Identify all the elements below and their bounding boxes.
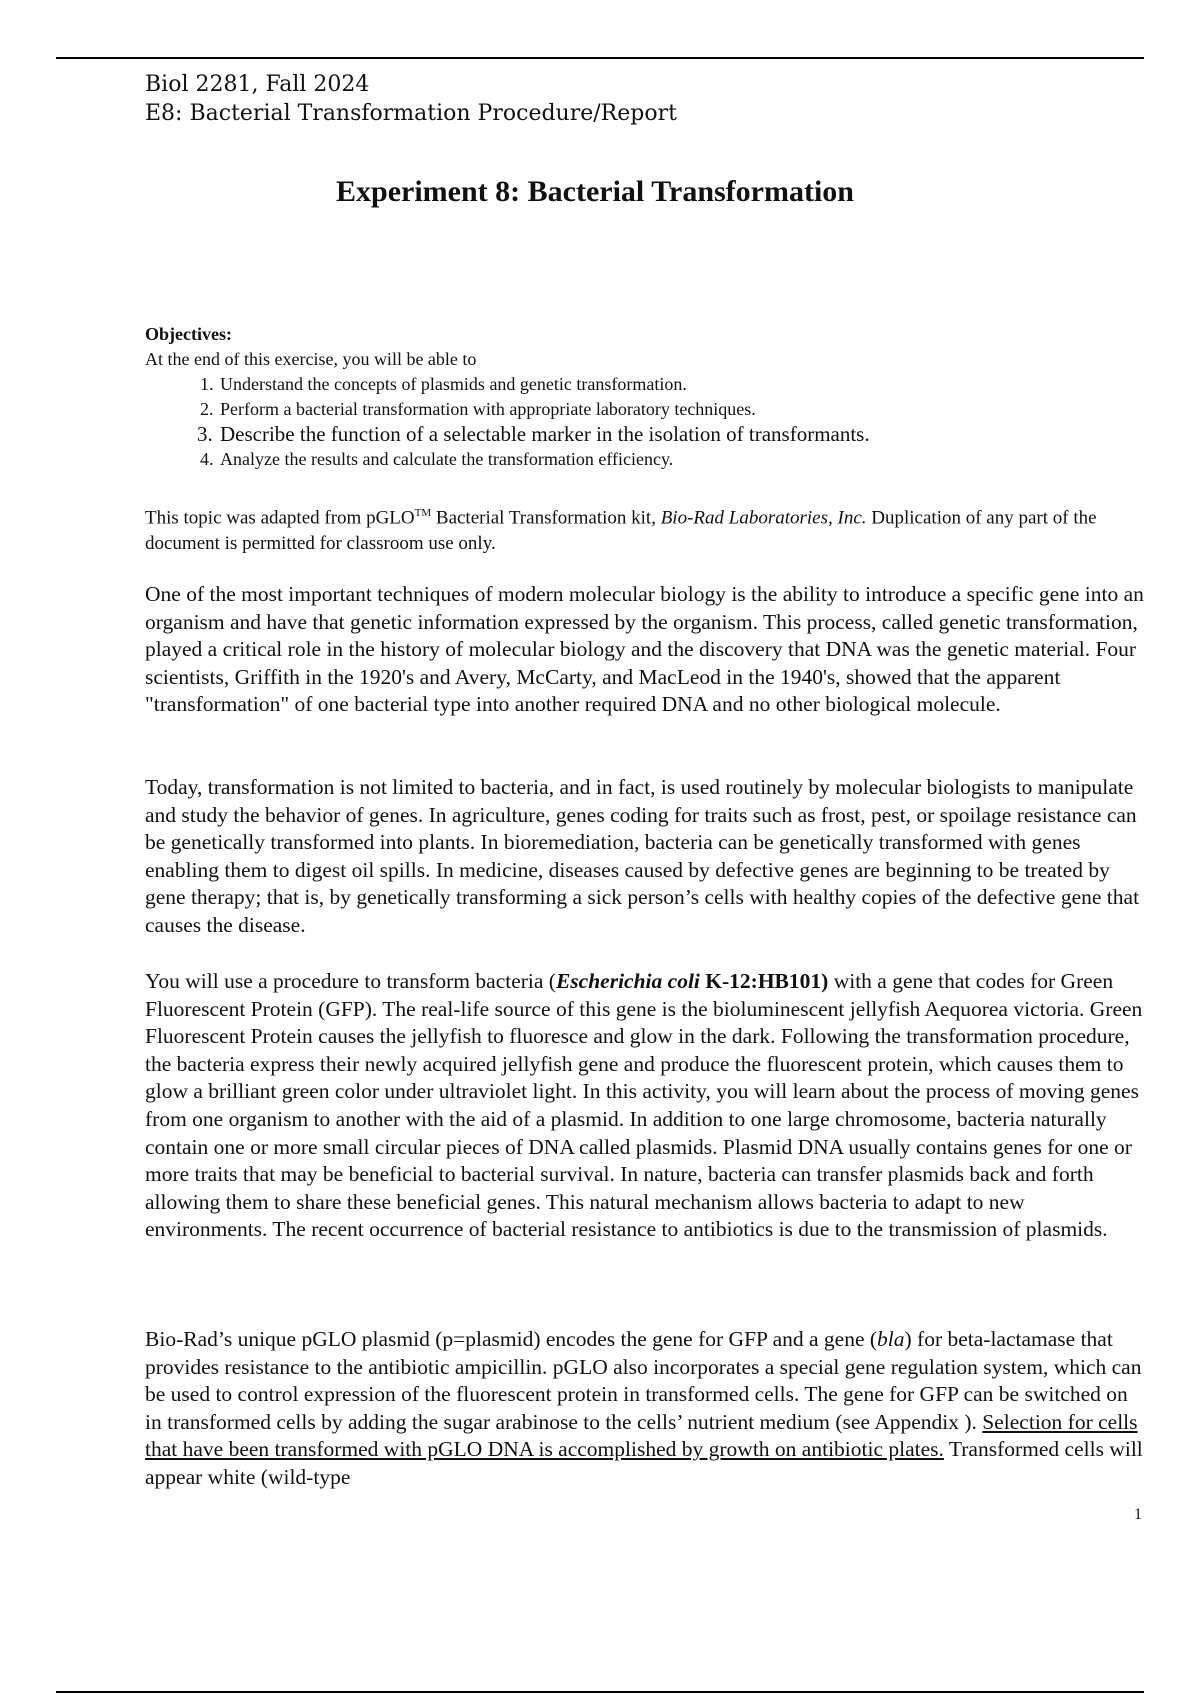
- objectives-label: Objectives:: [145, 324, 232, 344]
- company-name: Bio-Rad Laboratories, Inc.: [660, 507, 867, 529]
- paragraph-text: You will use a procedure to transform bacteria (: [145, 969, 556, 993]
- document-subtitle: E8: Bacterial Transformation Procedure/Report: [145, 101, 677, 126]
- strain-name: K-12:HB101): [699, 969, 829, 993]
- paragraph-text: Bio-Rad’s unique pGLO plasmid (p=plasmid) encodes the gene for GFP and a gene (: [145, 1327, 878, 1351]
- source-note-text: Duplication of any part of the document is permitted for classroom use only.: [145, 507, 1097, 555]
- paragraph-text: ) for beta-lactamase that provides resistance to the antibiotic ampicillin. pGLO also incorporates a special gene regulation system, which can be used to control expression of the fluorescent protein in transformed cells. The gene for GFP can be switched on in transformed cells by adding the sugar arabinose to the cells’ nutrient medium (see Appendix ).: [145, 1327, 1142, 1434]
- trademark-mark: TM: [414, 507, 432, 519]
- objective-item: 3. Describe the function of a selectable marker in the isolation of transformants.: [218, 422, 1143, 447]
- paragraph-pglo: [145, 1326, 1145, 1492]
- paragraph-text: Transformed cells will appear white (wild-type: [145, 1437, 1143, 1489]
- bottom-rule: [56, 1691, 1144, 1693]
- paragraph-text: with a gene that codes for Green Fluorescent Protein (GFP). The real-life source of this gene is the bioluminescent jellyfish Aequorea victoria. Green Fluorescent Protein causes the jellyfish to fluoresce and glow in the dark. Following the transformation procedure, the bacteria express their newly acquired jellyfish gene and produce the fluorescent protein, which causes them to glow a brilliant green color under ultraviolet light. In this activity, you will learn about the process of moving genes from one organism to another with the aid of a plasmid. In addition to one large chromosome, bacteria naturally contain one or more small circular pieces of DNA called plasmids. Plasmid DNA usually contains genes for one or more traits that may be beneficial to bacterial survival. In nature, bacteria can transfer plasmids back and forth allowing them to share these beneficial genes. This natural mechanism allows bacteria to adapt to new environments. The recent occurrence of bacterial resistance to antibiotics is due to the transmission of plasmids.: [145, 969, 1143, 1242]
- course-header: Biol 2281, Fall 2024: [145, 72, 370, 97]
- page-number: 1: [1134, 1506, 1142, 1523]
- objectives-intro: At the end of this exercise, you will be able to: [145, 349, 477, 369]
- paragraph-intro: One of the most important techniques of modern molecular biology is the ability to introduce a specific gene into an organism and have that genetic information expressed by the organism. This process, called genetic transformation, played a critical role in the history of molecular biology and the discovery that DNA was the genetic material. Four scientists, Griffith in the 1920's and Avery, McCarty, and MacLeod in the 1940's, showed that the apparent "transformation" of one bacterial type into another required DNA and no other biological molecule.: [145, 582, 1144, 717]
- source-note-text: This topic was adapted from pGLO: [145, 507, 415, 529]
- underlined-sentence: Selection for cells that have been transformed with pGLO DNA is accomplished by growth on antibiotic plates.: [145, 1409, 1138, 1462]
- paragraph-applications: Today, transformation is not limited to bacteria, and in fact, is used routinely by molecular biologists to manipulate and study the behavior of genes. In agriculture, genes coding for traits such as frost, pest, or spoilage resistance can be genetically transformed into plants. In bioremediation, bacteria can be genetically transformed with genes enabling them to digest oil spills. In medicine, diseases caused by defective genes are beginning to be treated by gene therapy; that is, by genetically transforming a sick person’s cells with healthy copies of the defective gene that causes the disease.: [145, 775, 1140, 937]
- paragraph-procedure: [145, 968, 1145, 1244]
- species-name: Escherichia coli: [555, 969, 700, 993]
- gene-name: bla: [877, 1327, 905, 1351]
- objectives-list: [145, 372, 1143, 472]
- objectives-section: [145, 322, 1143, 472]
- source-note: [145, 500, 1143, 557]
- top-rule: [56, 57, 1144, 59]
- objective-item: 1. Understand the concepts of plasmids and genetic transformation.: [218, 372, 1143, 397]
- objective-item: 2. Perform a bacterial transformation with appropriate laboratory techniques.: [218, 397, 1143, 422]
- page-title: Experiment 8: Bacterial Transformation: [336, 175, 854, 208]
- page-content: [145, 70, 1144, 1489]
- objective-item: 4. Analyze the results and calculate the transformation efficiency.: [218, 447, 1143, 472]
- source-note-text: Bacterial Transformation kit,: [431, 507, 661, 529]
